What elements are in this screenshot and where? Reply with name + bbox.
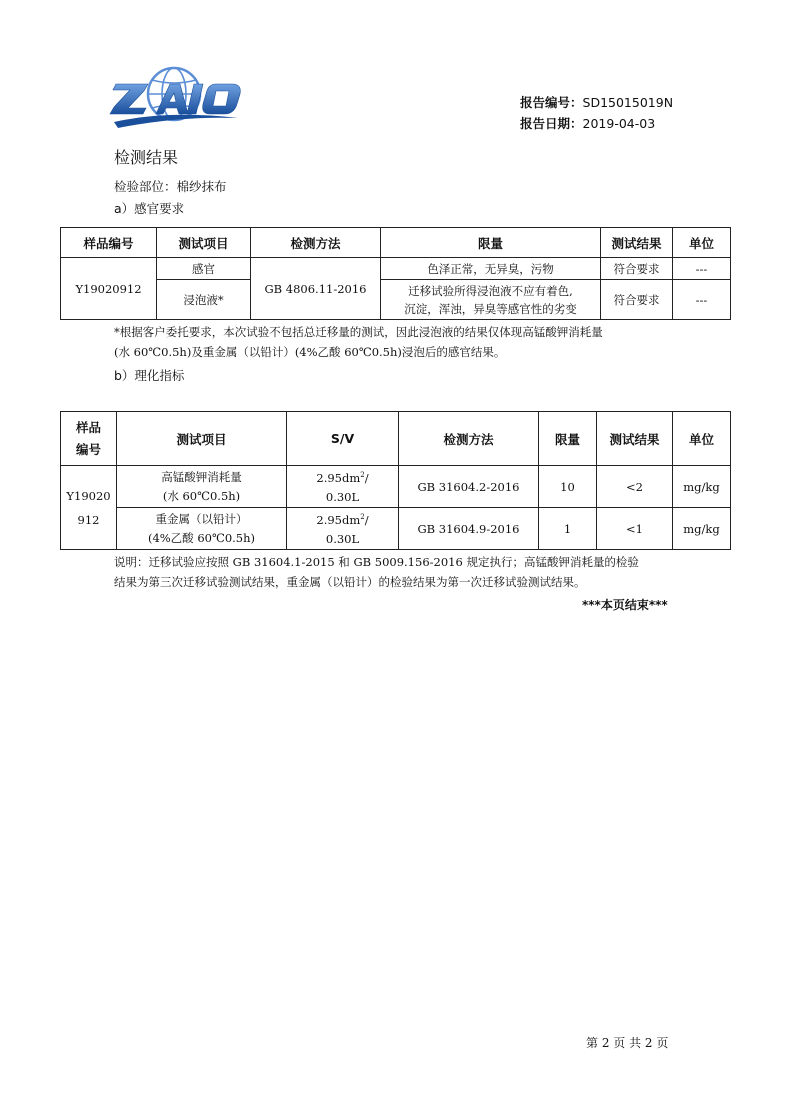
note-line: 说明：迁移试验应按照 GB 31604.1-2015 和 GB 5009.156-2016 规定执行；高锰酸钾消耗量的检验	[114, 555, 639, 569]
sv-slash: /	[364, 512, 369, 527]
limit-cell: 1	[539, 508, 597, 550]
page-title: 检测结果	[114, 148, 179, 167]
header-method: 检测方法	[399, 412, 539, 466]
sv-area: 2.95dm	[316, 512, 361, 527]
header-sample-id	[61, 412, 117, 466]
result-cell: 符合要求	[601, 258, 673, 280]
test-item-line: 重金属（以铅计）	[155, 511, 248, 526]
test-item-cell: 感官	[157, 258, 251, 280]
sv-cell	[287, 466, 399, 508]
limit-cell	[381, 280, 601, 320]
method-cell: GB 4806.11-2016	[251, 258, 381, 320]
sample-id-line: 912	[77, 512, 100, 527]
limit-cell: 色泽正常，无异臭，污物	[381, 258, 601, 280]
table-row	[61, 280, 731, 320]
header-sample-id: 样品编号	[61, 228, 157, 258]
header-limit: 限量	[539, 412, 597, 466]
limit-line: 沉淀，浑浊，异臭等感官性的劣变	[404, 301, 577, 316]
table-row	[61, 258, 731, 280]
header-test-item: 测试项目	[117, 412, 287, 466]
test-item-line: 高锰酸钾消耗量	[161, 469, 242, 484]
sv-area: 2.95dm	[316, 470, 361, 485]
header-result: 测试结果	[601, 228, 673, 258]
test-item-line: (4%乙酸 60℃0.5h)	[147, 530, 256, 545]
page-footer: 第 2 页 共 2 页	[586, 1036, 669, 1050]
test-item-cell	[117, 508, 287, 550]
sample-id-cell	[61, 466, 117, 550]
result-cell: 符合要求	[601, 280, 673, 320]
sv-line	[287, 466, 398, 488]
sv-exponent: 2	[360, 513, 365, 522]
sv-slash: /	[364, 470, 369, 485]
note-a	[114, 322, 603, 362]
header-unit: 单位	[673, 228, 731, 258]
report-date-line	[520, 113, 673, 134]
header-result: 测试结果	[597, 412, 673, 466]
section-b-heading: b）理化指标	[114, 368, 185, 383]
test-item-line: (水 60℃0.5h)	[162, 488, 241, 503]
table-header-row	[61, 412, 731, 466]
table-row	[61, 508, 731, 550]
zaiq-logo	[108, 58, 244, 134]
note-b	[114, 552, 639, 592]
header-test-item: 测试项目	[157, 228, 251, 258]
header-limit: 限量	[381, 228, 601, 258]
report-number-label: 报告编号：	[520, 95, 583, 110]
report-date: 2019-04-03	[582, 116, 656, 131]
report-number: SD15015019N	[582, 95, 674, 110]
unit-cell: mg/kg	[673, 466, 731, 508]
sample-id-line: Y19020	[66, 488, 111, 503]
note-line: 结果为第三次迁移试验测试结果，重金属（以铅计）的检验结果为第一次迁移试验测试结果。	[114, 575, 586, 589]
limit-line: 迁移试验所得浸泡液不应有着色,	[408, 283, 573, 298]
result-cell: <1	[597, 508, 673, 550]
method-cell: GB 31604.9-2016	[399, 508, 539, 550]
sensory-table	[60, 227, 731, 320]
report-date-label: 报告日期：	[520, 116, 583, 131]
header-line: 编号	[75, 441, 101, 457]
physicochemical-table	[60, 411, 731, 550]
note-line: (水 60℃0.5h)及重金属（以铅计）(4%乙酸 60℃0.5h)浸泡后的感官结果。	[114, 345, 506, 359]
section-a-heading: a）感官要求	[114, 201, 185, 216]
note-line: *根据客户委托要求，本次试验不包括总迁移量的测试，因此浸泡液的结果仅体现高锰酸钾消耗量	[114, 325, 603, 339]
page-end-mark: ***本页结束***	[582, 598, 668, 612]
sv-exponent: 2	[360, 471, 365, 480]
sv-line: 0.30L	[325, 489, 360, 504]
test-item-cell: 浸泡液*	[157, 280, 251, 320]
method-cell: GB 31604.2-2016	[399, 466, 539, 508]
table-header-row	[61, 228, 731, 258]
header-unit: 单位	[673, 412, 731, 466]
header-line: 样品	[75, 419, 101, 435]
table-row	[61, 466, 731, 508]
sample-id-cell: Y19020912	[61, 258, 157, 320]
unit-cell: mg/kg	[673, 508, 731, 550]
test-item-cell	[117, 466, 287, 508]
report-number-line	[520, 92, 673, 113]
sv-line: 0.30L	[325, 531, 360, 546]
inspection-part: 检验部位：棉纱抹布	[114, 179, 227, 194]
result-cell: <2	[597, 466, 673, 508]
sv-line	[287, 508, 398, 530]
header-sv: S/V	[287, 412, 399, 466]
unit-cell: ---	[673, 280, 731, 320]
sv-cell	[287, 508, 399, 550]
limit-cell: 10	[539, 466, 597, 508]
unit-cell: ---	[673, 258, 731, 280]
header-method: 检测方法	[251, 228, 381, 258]
report-meta	[520, 92, 673, 134]
